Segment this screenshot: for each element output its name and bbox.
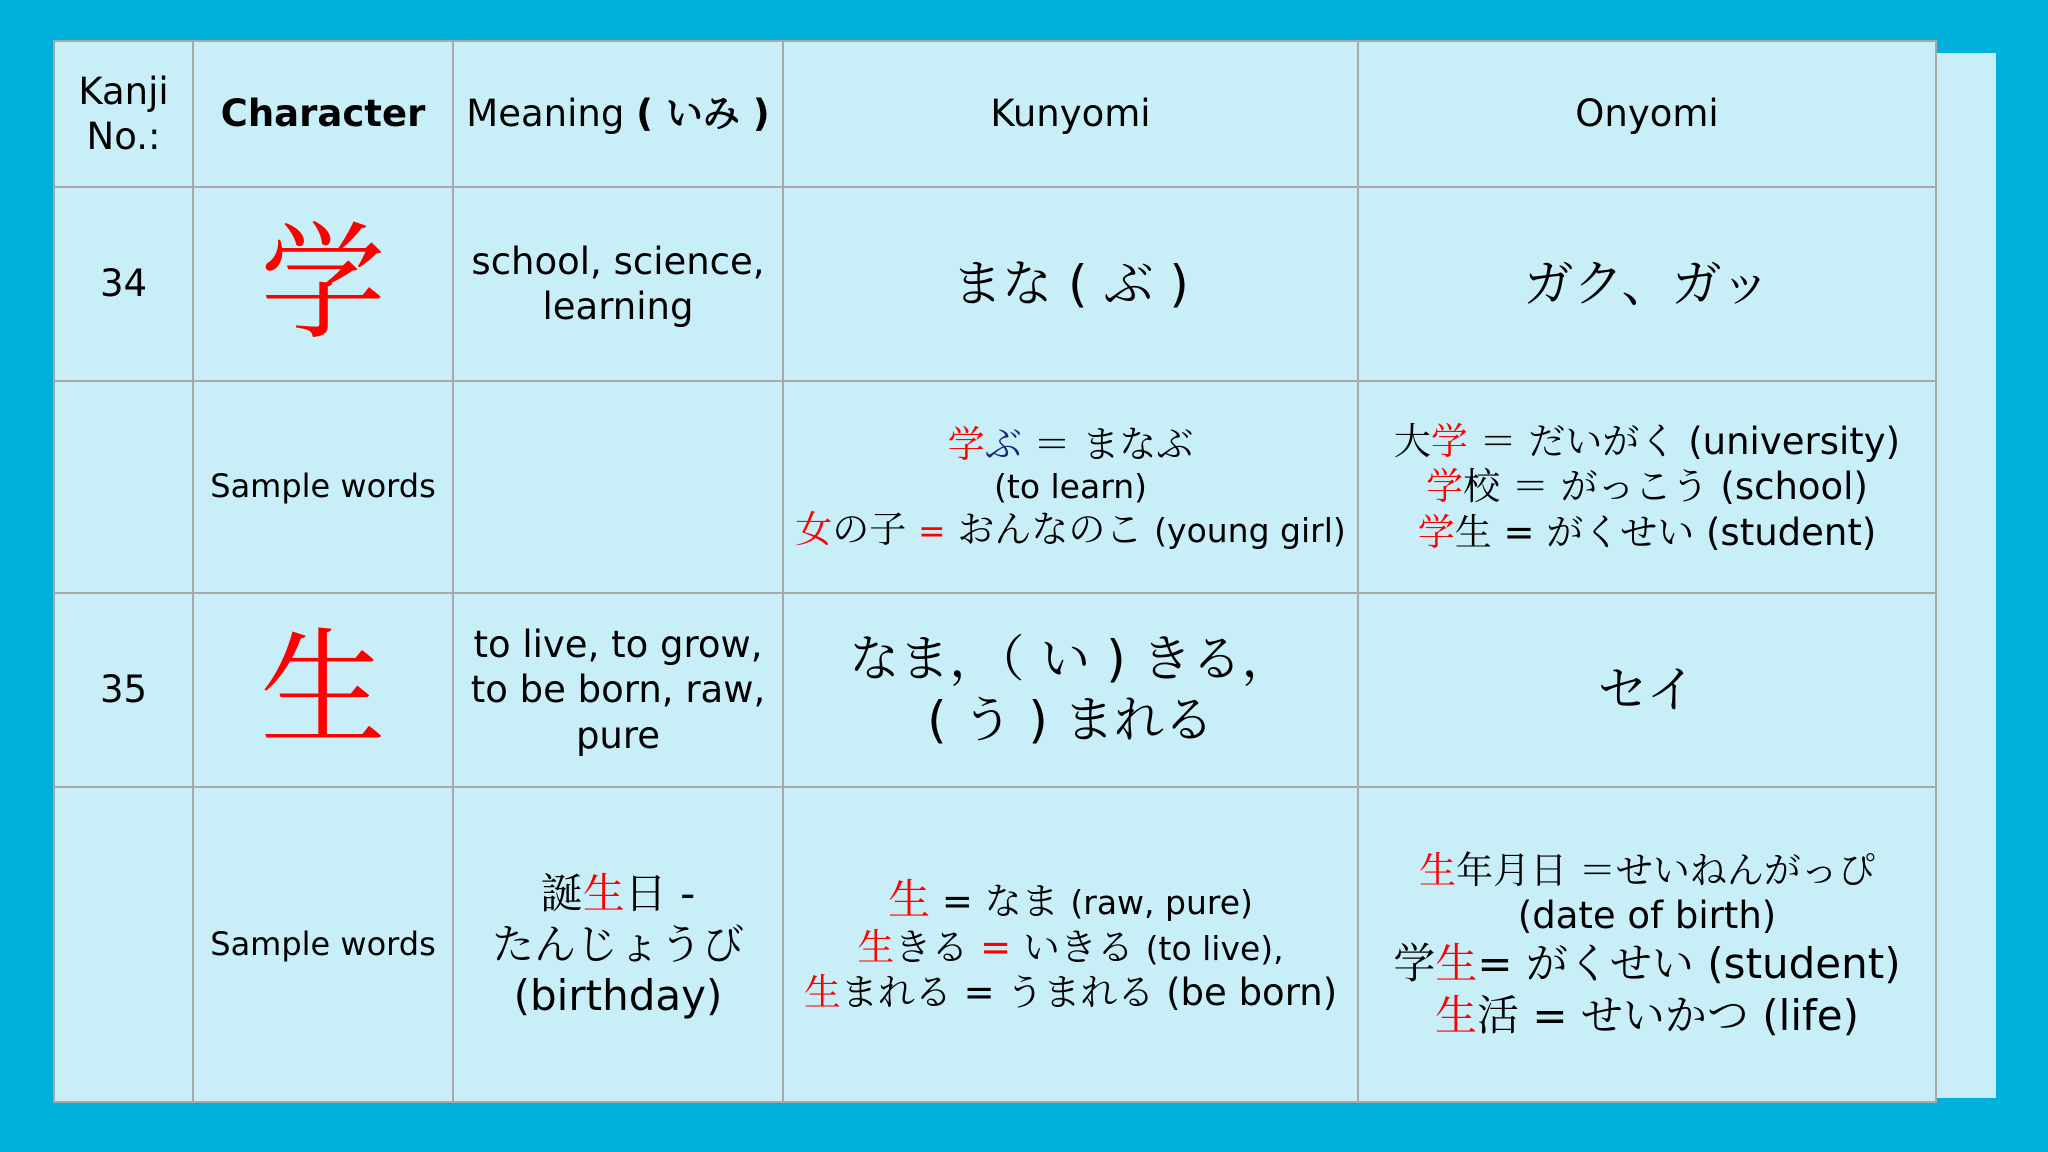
sample-kanji: 生 — [803, 971, 841, 1015]
sample-meaning: (raw, pure) — [1070, 882, 1253, 922]
kanji-kunyomi — [783, 593, 1358, 787]
kanji-meaning: school, science, learning — [453, 187, 783, 381]
sample-meaning: (be born) — [1166, 971, 1338, 1015]
header-meaning-paren: ( いみ ) — [636, 92, 770, 136]
sample-reading: = なま — [941, 879, 1059, 923]
sample-prefix: 大 — [1393, 420, 1431, 464]
sample-meaning: (birthday) — [513, 971, 723, 1021]
sample-equals: = — [980, 925, 1012, 969]
sample-word-line — [1365, 990, 1929, 1041]
kunyomi-line: なま，（ い ) きる， — [849, 630, 1292, 688]
header-row — [54, 41, 1936, 187]
sample-reading: = がくせい — [1477, 939, 1694, 989]
sample-kanji: 生 — [582, 868, 625, 918]
header-kanji-no: Kanji No.: — [54, 41, 193, 187]
sample-rest: 日 - — [624, 868, 696, 918]
sample-kanji: 生 — [857, 925, 895, 969]
header-character: Character — [193, 41, 453, 187]
sample-equals: = — [917, 511, 946, 551]
onyomi-sample-words — [1358, 381, 1936, 593]
sample-kanji: 女 — [795, 508, 833, 552]
sample-kanji: 学 — [1430, 420, 1468, 464]
sample-meaning: (student) — [1705, 510, 1877, 554]
sample-word-line — [460, 868, 776, 919]
sample-word-line — [1365, 938, 1929, 989]
onyomi-sample-words — [1358, 787, 1936, 1102]
header-kunyomi: Kunyomi — [783, 41, 1358, 187]
sample-prefix: 学 — [1393, 939, 1436, 989]
empty-cell — [54, 381, 193, 593]
sample-meaning: (life) — [1762, 990, 1860, 1040]
sample-prefix: 誕 — [540, 868, 583, 918]
kanji-character-cell — [193, 593, 453, 787]
sample-kanji: 生 — [1434, 990, 1477, 1040]
kanji-meaning: to live, to grow, to be born, raw, pure — [453, 593, 783, 787]
sample-meaning: (to live), — [1145, 928, 1284, 968]
kanji-number: 35 — [54, 593, 193, 787]
table-row — [54, 593, 1936, 787]
table-row — [54, 187, 1936, 381]
kanji-character: 学 — [260, 210, 386, 357]
sample-meaning: (date of birth) — [1517, 894, 1777, 938]
sample-rest: の子 — [832, 508, 907, 552]
sample-reading: たんじょうび — [491, 919, 744, 969]
sample-kanji: 学 — [1426, 465, 1464, 509]
empty-cell — [453, 381, 783, 593]
sample-word-line — [1365, 419, 1929, 464]
sample-reading: いきる — [1022, 925, 1134, 969]
sample-word-line — [790, 874, 1351, 925]
sample-word-line — [1365, 464, 1929, 509]
kanji-onyomi: セイ — [1358, 593, 1936, 787]
sample-kanji: 生 — [1435, 939, 1478, 989]
sample-equals: ＝ — [1033, 422, 1071, 466]
sample-kanji: 生 — [888, 874, 931, 924]
sample-reading: 年月日 ＝せいねんがっぴ — [1456, 849, 1875, 893]
sample-words-label: Sample words — [193, 381, 453, 593]
sample-meaning: (student) — [1707, 939, 1901, 989]
sample-reading: = うまれる — [963, 971, 1155, 1015]
sample-word-line — [790, 507, 1351, 552]
header-meaning-label: Meaning — [466, 92, 625, 136]
table-row — [54, 787, 1936, 1102]
sample-okurigana: きる — [894, 925, 969, 969]
kunyomi-line: ( う ) まれる — [927, 691, 1214, 749]
sample-meaning: (school) — [1720, 465, 1868, 509]
sample-kanji: 学 — [947, 422, 985, 466]
sample-word-line — [790, 925, 1351, 970]
kunyomi-sample-words — [783, 787, 1358, 1102]
sample-words-label: Sample words — [193, 787, 453, 1102]
kanji-onyomi: ガク、ガッ — [1358, 187, 1936, 381]
sample-reading: おんなのこ — [957, 508, 1143, 552]
sample-word-line — [1365, 510, 1929, 555]
sample-meaning: (young girl) — [1154, 511, 1346, 551]
kanji-table — [53, 40, 1937, 1103]
sample-reading: 活 = せいかつ — [1477, 990, 1749, 1040]
sample-okurigana: ぶ — [984, 422, 1022, 466]
sample-meaning: (to learn) — [994, 466, 1147, 506]
header-onyomi: Onyomi — [1358, 41, 1936, 187]
sample-word-line — [1365, 848, 1929, 893]
kanji-kunyomi: まな ( ぶ ) — [783, 187, 1358, 381]
empty-cell — [54, 787, 193, 1102]
sample-reading: まなぶ — [1082, 422, 1194, 466]
header-meaning — [453, 41, 783, 187]
kanji-character: 生 — [260, 616, 386, 763]
kunyomi-sample-words — [783, 381, 1358, 593]
sample-kanji: 生 — [1419, 849, 1457, 893]
kanji-number: 34 — [54, 187, 193, 381]
sample-reading: 校 ＝ がっこう — [1463, 465, 1709, 509]
sample-reading: 生 = がくせい — [1454, 510, 1695, 554]
sample-word-line — [790, 970, 1351, 1015]
meaning-sample-words — [453, 787, 783, 1102]
sample-word-line — [790, 422, 1351, 467]
kanji-character-cell — [193, 187, 453, 381]
table-row — [54, 381, 1936, 593]
sample-meaning: (university) — [1688, 420, 1901, 464]
sample-kanji: 学 — [1417, 510, 1455, 554]
sample-okurigana: まれる — [840, 971, 952, 1015]
sample-reading: ＝ だいがく — [1479, 420, 1677, 464]
